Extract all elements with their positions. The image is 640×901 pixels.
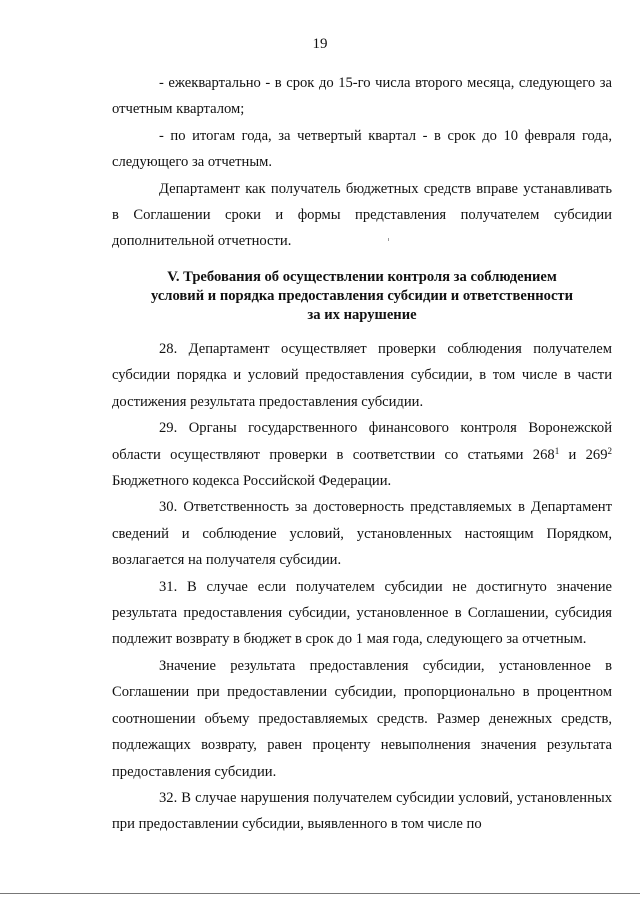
superscript-2: 2	[607, 445, 612, 456]
paragraph-28: 28. Департамент осуществляет проверки соблюдения получателем субсидии порядка и условий предоставления субсидии, в том числе в части достижения результата предоставления субсидии.	[112, 341, 612, 410]
paragraph-31-result-value: Значение результата предоставления субсидии, установленное в Соглашении при предоставлении субсидии, пропорционально в процентном соотношении объему предоставляемых средств. Размер денежных средств, подлежащих возврату, равен проценту невыполнения значения результата предоставления субсидии.	[112, 657, 612, 780]
paragraph-annual-deadline: - по итогам года, за четвертый квартал - в срок до 10 февраля года, следующего за отчетным.	[112, 127, 612, 171]
section-heading-line3: за их нарушение	[307, 307, 417, 323]
section-heading	[112, 268, 612, 325]
paragraph-29	[112, 415, 612, 494]
paragraph-29-text-b: и 269	[559, 446, 608, 463]
scan-speck	[388, 238, 389, 241]
paragraph-30: 30. Ответственность за достоверность представляемых в Департамент сведений и соблюдение условий, установленных настоящим Порядком, возлагается на получателя субсидии.	[112, 499, 612, 569]
paragraph-29-text-a: 29. Органы государственного финансового контроля Воронежской области осуществляют проверки в соответствии со статьями 268	[112, 420, 612, 463]
superscript-1: 1	[554, 445, 560, 456]
section-heading-line1: V. Требования об осуществлении контроля за соблюдением	[167, 269, 557, 285]
intro-block	[112, 70, 612, 255]
paragraph-29-text-c: Бюджетного кодекса Российской Федерации.	[112, 473, 392, 490]
section-heading-line2: условий и порядка предоставления субсидии и ответственности	[150, 288, 574, 304]
footer-divider	[0, 893, 640, 894]
page-number: 19	[312, 36, 328, 52]
paragraph-quarterly-deadline: - ежеквартально - в срок до 15-го числа второго месяца, следующего за отчетным кварталом;	[112, 75, 612, 118]
paragraph-additional-reporting: Департамент как получатель бюджетных средств вправе устанавливать в Соглашении сроки и формы представления получателем субсидии дополнительной отчетности.	[112, 180, 612, 250]
section-body	[112, 336, 612, 838]
paragraph-31: 31. В случае если получателем субсидии не достигнуто значение результата предоставления субсидии, установленное в Соглашении, субсидия подлежит возврату в бюджет в срок до 1 мая года, следующего за отчетным.	[112, 578, 612, 648]
paragraph-32: 32. В случае нарушения получателем субсидии условий, установленных при предоставлении субсидии, выявленного в том числе по	[112, 789, 612, 833]
